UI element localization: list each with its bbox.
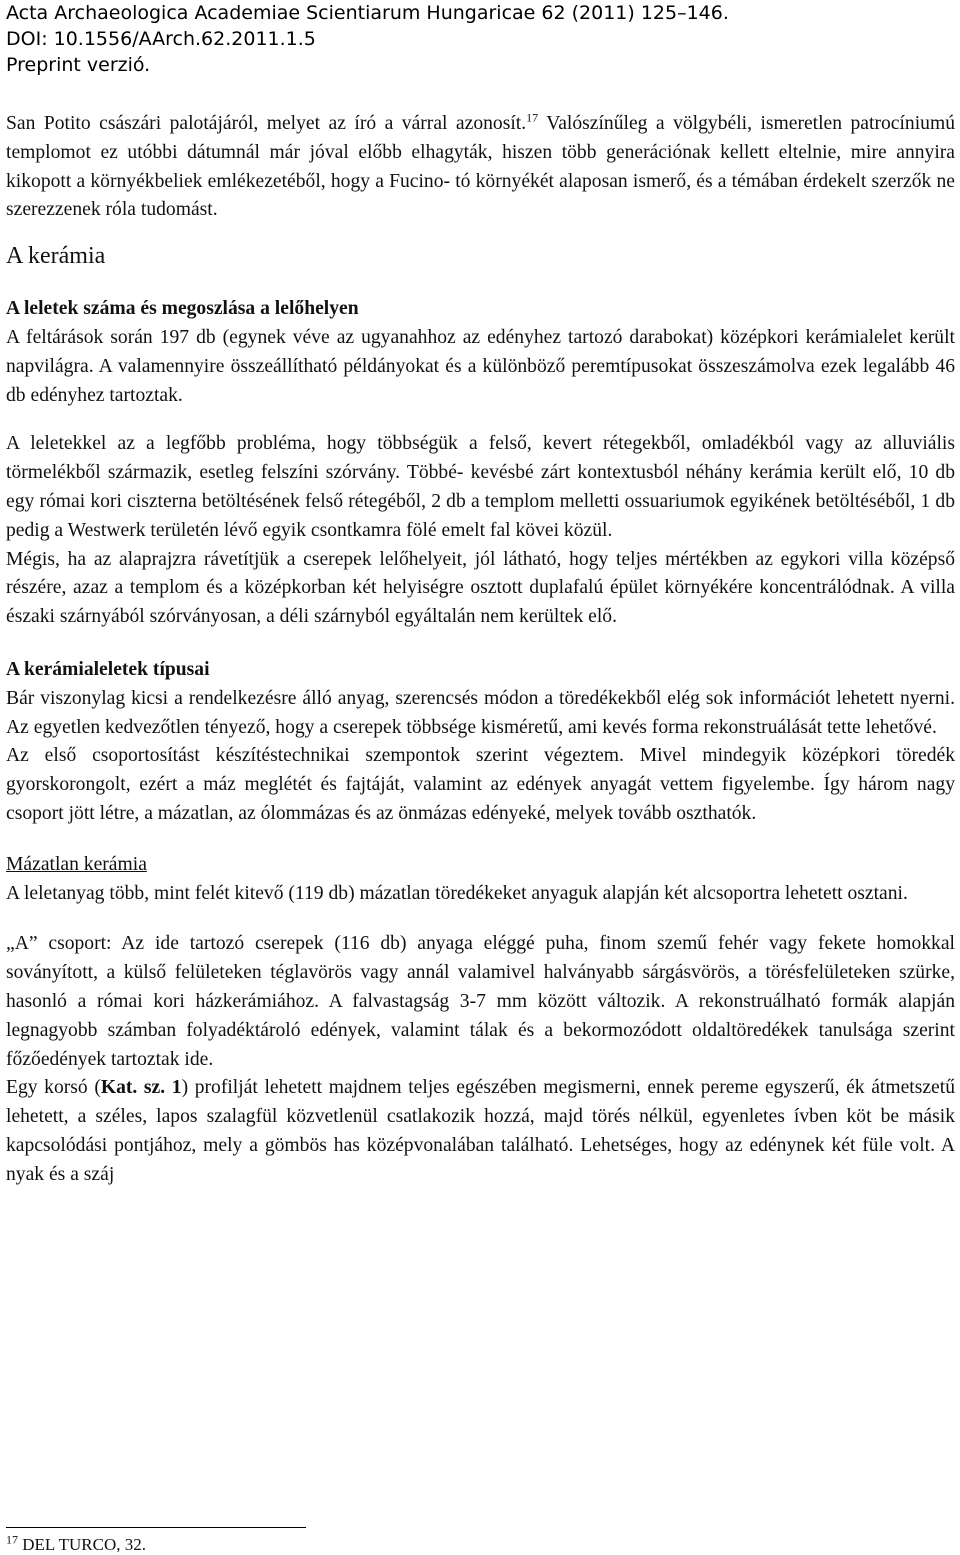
- paragraph: Az első csoportosítást készítéstechnikai szempontok szerint végeztem. Mivel mindegyik középkori töredék gyorskorongolt, ezért a máz meglétét és fajtáját, valamint az edények anyagát vettem figyelembe. Így három nagy csoport jött létre, a mázatlan, az ólommázas és az önmázas edényeké, melyek tovább oszthatók.: [6, 745, 955, 824]
- paragraph-group-a: [6, 930, 955, 1074]
- paragraph: Bár viszonylag kicsi a rendelkezésre álló anyag, szerencsés módon a töredékekből elég sok információt lehetett nyerni. Az egyetlen kedvezőtlen tényező, hogy a cserepek többsége kisméretű, ami kevés forma rekonstruálását tette lehetővé.: [6, 687, 955, 738]
- article-body: [6, 110, 955, 1190]
- journal-header: [6, 0, 729, 78]
- catalogue-ref: [101, 1077, 182, 1098]
- intro-text-2: Valószínűleg a völgybéli, ismeretlen patrocíniumú templomot ez utóbbi dátumnál már jóval előbb elhagyták, hiszen több generációnak kellett eltelnie, mire annyira kikopott a környékbeliek emlékezetéből, hogy a Fucino- tó környékét alaposan ismerő, és a témában érdekelt szerzők ne szerezzenek róla tudomást.: [6, 113, 955, 221]
- section-title: A kerámia: [6, 243, 106, 270]
- paragraph: A leletekkel az a legfőbb probléma, hogy többségük a felső, kevert rétegekből, omladékból vagy az alluviális törmelékből származik, esetleg felszíni szórvány. Többé- kevésbé zárt kontextusból néhány kerámia került elő, 10 db egy római kori ciszterna betöltésének felső rétegéből, 2 db a templom melletti ossuariumok egyikének betöltéséből, 1 db pedig a Westwerk területén lévő egyik csontkamra fölé emelt fal kövei közül.: [6, 433, 955, 541]
- paragraph: A leletanyag több, mint felét kitevő (119 db) mázatlan töredékeket anyaguk alapján két alcsoportra lehetett osztani.: [6, 882, 908, 904]
- subsection-heading-leletek: A leletek száma és megoszlása a lelőhelyen: [6, 298, 359, 320]
- footnote-divider: [6, 1527, 306, 1528]
- footnote-17: [6, 1532, 146, 1555]
- footnote-ref[interactable]: 17: [526, 110, 539, 125]
- paragraph: Mégis, ha az alaprajzra rávetítjük a cserepek lelőhelyeit, jól látható, hogy teljes mértékben az egykori villa középső részére, azaz a templom és a középkorban két helyiségre osztott duplafalú épület környékére koncentrálódnak. A villa északi szárnyából szórványosan, a déli szárnyból egyáltalán nem kerültek elő.: [6, 548, 955, 628]
- header-doi: DOI: 10.1556/AArch.62.2011.1.5: [6, 28, 316, 50]
- footnote-text: DEL TURCO, 32.: [18, 1535, 146, 1554]
- intro-paragraph: [6, 110, 955, 225]
- group-a-text: Az ide tartozó cserepek (116 db) anyaga eléggé puha, finom szemű fehér vagy fekete homokkal soványított, a külső felületeken téglavörös vagy annál valamivel halványabb sárgásvörös, a törésfelületeken szürke, hasonló a római kori házkerámiához. A falvastagság 3-7 mm között változik. A rekonstruálható formák alapján legnagyobb számban folyadéktároló edények, valamint tálak és a bekormozódott oldaltöredékek tanulsága szerint főzőedények tartoztak ide.: [6, 933, 955, 1070]
- korso-text-1: Egy korsó (: [6, 1077, 101, 1099]
- subsection-heading-tipusok: A kerámialeletek típusai: [6, 658, 210, 680]
- footnote-number: 17: [6, 1532, 18, 1547]
- catalogue-number: 1: [165, 1077, 182, 1099]
- paragraph: A feltárások során 197 db (egynek véve az ugyanahhoz az edényhez tartozó darabokat) középkori kerámialelet került napvilágra. A valamennyire összeállítható példányokat és a különböző peremtípusokat összeszámolva ezek legalább 46 db edényhez tartoztak.: [6, 326, 955, 406]
- subsection-heading-mazatlan: Mázatlan kerámia: [6, 853, 147, 875]
- group-label: „A” csoport:: [6, 933, 112, 955]
- paragraph-korso: [6, 1074, 955, 1189]
- header-citation: Acta Archaeologica Academiae Scientiarum Hungaricae 62 (2011) 125–146.: [6, 2, 729, 24]
- intro-text-1: San Potito császári palotájáról, melyet az író a várral azonosít.: [6, 113, 527, 134]
- catalogue-label: Kat. sz.: [100, 1077, 166, 1099]
- korso-text-2: ) profilját lehetett majdnem teljes egészében megismerni, ennek pereme egyszerű, ék átmetszetű lehetett, a széles, lapos szalagfül közvetlenül csatlakozik hozzá, majd törés nélkül, egyenletes ívben köt be másik kapcsolódási pontjához, mely a gömbös has középvonalában található. Lehetséges, hogy az edénynek két füle volt. A nyak és a száj: [6, 1077, 955, 1185]
- header-preprint-note: Preprint verzió.: [6, 54, 151, 76]
